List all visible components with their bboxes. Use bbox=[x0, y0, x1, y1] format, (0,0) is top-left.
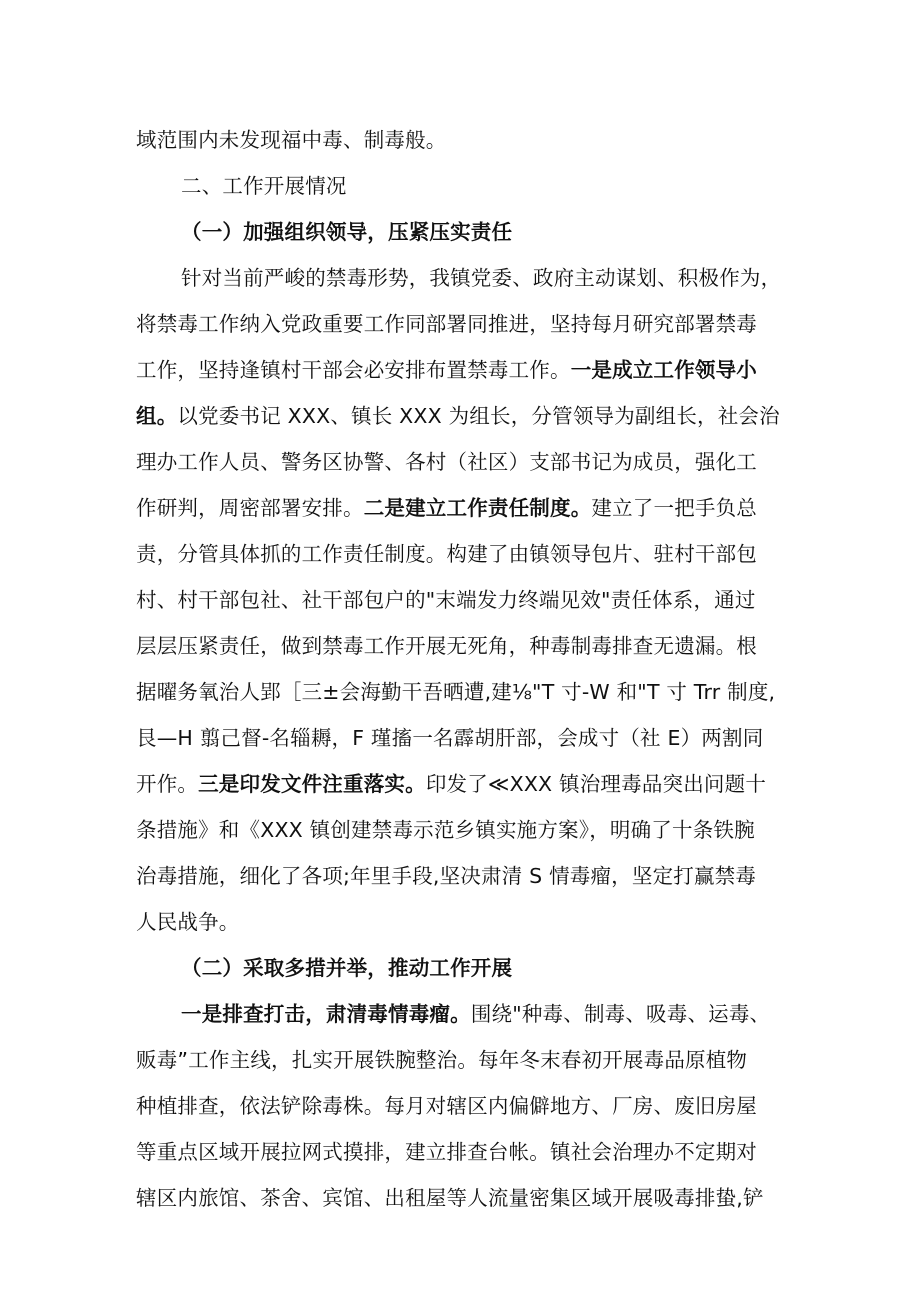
bold-segment: 二是建立工作责任制度。 bbox=[363, 496, 592, 520]
bold-segment: 三是印发文件注重落实。 bbox=[198, 772, 426, 796]
text-segment: 建立了一把手负总 bbox=[591, 496, 758, 520]
text-segment: 等重点区域开展拉网式摸排，建立排查台帐。镇社会治理办不定期对 bbox=[136, 1140, 757, 1164]
paragraph-1-line-6 bbox=[136, 485, 800, 531]
paragraph-1-line-8 bbox=[136, 577, 800, 623]
paragraph-1-line-10 bbox=[136, 669, 800, 715]
text-segment: 针对当前严峻的禁毒形势，我镇党委、政府主动谋划、积极作为， bbox=[181, 266, 782, 290]
paragraph-1-line-3 bbox=[136, 347, 800, 393]
paragraph-2-line-1 bbox=[181, 991, 800, 1037]
text-line-1 bbox=[136, 117, 800, 163]
paragraph-1-line-2 bbox=[136, 301, 800, 347]
text-segment: 将禁毒工作纳入党政重要工作同部署同推进，坚持每月研究部署禁毒 bbox=[136, 312, 757, 336]
text-segment: 责，分管具体抓的工作责任制度。构建了由镇领导包片、驻村干部包 bbox=[136, 542, 757, 566]
paragraph-1-line-14 bbox=[136, 853, 800, 899]
bold-segment: 一是成立工作领导小 bbox=[570, 358, 758, 382]
text-segment: 治毒措施，细化了各项;年里手段,坚决肃清 S 情毒瘤，坚定打赢禁毒 bbox=[136, 864, 757, 888]
bold-segment: 组。 bbox=[136, 404, 178, 428]
text-segment: 艮—H 翦己督-名辎耨，F 瑾搐一名霹胡肝部，会成寸（社 E）两割同 bbox=[136, 726, 764, 750]
text-segment: 围绕"种毒、制毒、吸毒、运毒、 bbox=[470, 1002, 771, 1026]
text-segment: 据曜务氧治人郢［三±会海勤干吾晒遭,建⅛"T 寸-W 和"T 寸 Trr 制度, bbox=[136, 680, 776, 704]
section-heading bbox=[181, 163, 800, 209]
paragraph-1-line-4 bbox=[136, 393, 800, 439]
text-segment: 层层压紧责任，做到禁毒工作开展无死角，种毒制毒排查无遗漏。根 bbox=[136, 634, 757, 658]
paragraph-1-line-1 bbox=[181, 255, 800, 301]
text-segment: 开作。 bbox=[136, 772, 199, 796]
paragraph-2-line-2 bbox=[136, 1037, 800, 1083]
text-segment: 作研判，周密部署安排。 bbox=[136, 496, 364, 520]
text-segment: 域范围内未发现福中毒、制毒般。 bbox=[136, 128, 447, 152]
paragraph-1-line-7 bbox=[136, 531, 800, 577]
text-segment: （二）采取多措并举，推动工作开展 bbox=[181, 956, 513, 980]
paragraph-2-line-3 bbox=[136, 1083, 800, 1129]
bold-segment: 一是排查打击，肃清毒情毒瘤。 bbox=[181, 1002, 471, 1026]
text-segment: 理办工作人员、警务区协警、各村（社区）支部书记为成员，强化工 bbox=[136, 450, 757, 474]
paragraph-2-line-5 bbox=[136, 1175, 800, 1221]
text-segment: 工作，坚持逢镇村干部会必安排布置禁毒工作。 bbox=[136, 358, 571, 382]
text-segment: 辖区内旅馆、茶舍、宾馆、出租屋等人流量密集区域开展吸毒排蛰,铲 bbox=[136, 1186, 764, 1210]
text-segment: 贩毒”工作主线，扎实开展铁腕整治。每年冬末春初开展毒品原植物 bbox=[136, 1048, 748, 1072]
paragraph-1-line-12 bbox=[136, 761, 800, 807]
paragraph-1-line-9 bbox=[136, 623, 800, 669]
text-segment: 人民战争。 bbox=[136, 910, 240, 934]
paragraph-1-line-11 bbox=[136, 715, 800, 761]
text-segment: 以党委书记 XXX、镇长 XXX 为组长，分管领导为副组长，社会治 bbox=[177, 404, 780, 428]
text-segment: 二、工作开展情况 bbox=[181, 174, 347, 198]
text-segment: （一）加强组织领导，压紧压实责任 bbox=[181, 220, 513, 244]
text-segment: 条措施》和《XXX 镇创建禁毒示范乡镇实施方案》，明确了十条铁腕 bbox=[136, 818, 755, 842]
subsection-heading-1 bbox=[181, 209, 800, 255]
paragraph-2-line-4 bbox=[136, 1129, 800, 1175]
text-segment: 印发了≪XXX 镇治理毒品突出问题十 bbox=[425, 772, 767, 796]
paragraph-1-line-13 bbox=[136, 807, 800, 853]
text-segment: 村、村干部包社、社干部包户的"末端发力终端见效"责任体系，通过 bbox=[136, 588, 756, 612]
text-segment: 种植排查，依法铲除毒株。每月对辖区内偏僻地方、厂房、废旧房屋 bbox=[136, 1094, 757, 1118]
subsection-heading-2 bbox=[181, 945, 800, 991]
paragraph-1-line-5 bbox=[136, 439, 800, 485]
paragraph-1-line-15 bbox=[136, 899, 800, 945]
